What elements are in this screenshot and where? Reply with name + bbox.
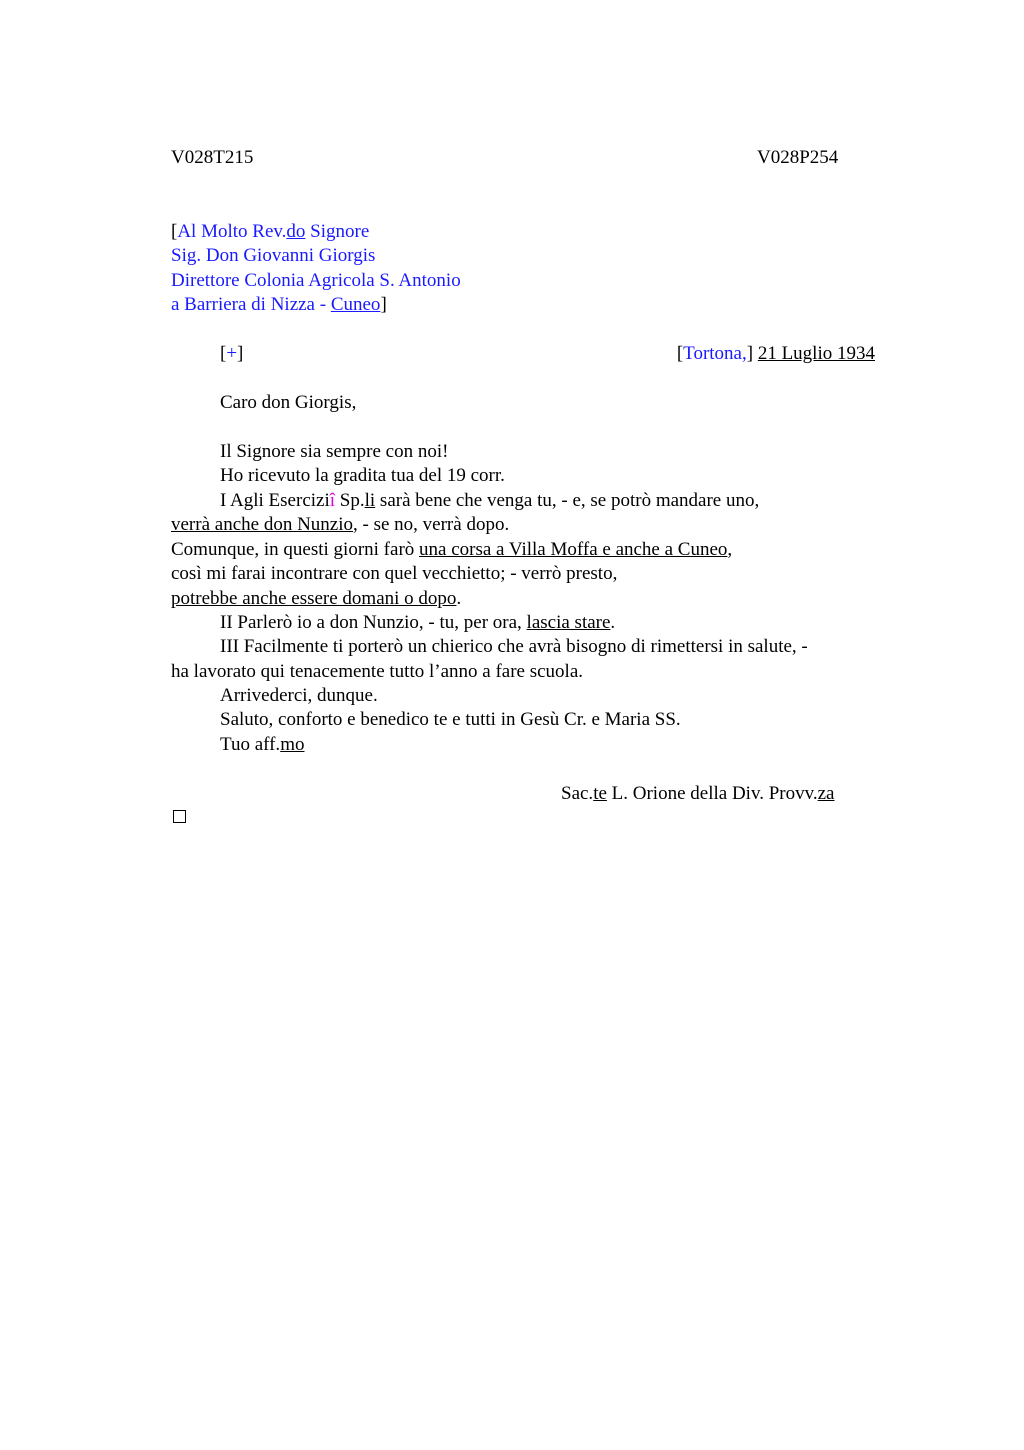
body-line-10: ha lavorato qui tenacemente tutto l’anno a fare scuola. xyxy=(171,661,584,682)
place-date: [Tortona,] 21 Luglio 1934 xyxy=(676,343,875,364)
body-line-12: Saluto, conforto e benedico te e tutti in Gesù Cr. e Maria SS. xyxy=(220,709,681,730)
body-line-11: Arrivederci, dunque. xyxy=(220,685,378,706)
closing: Tuo aff.mo xyxy=(220,734,305,755)
body-line-1: Il Signore sia sempre con noi! xyxy=(220,441,449,462)
signature: Sac.te L. Orione della Div. Provv.za xyxy=(561,783,835,804)
salutation: Caro don Giorgis, xyxy=(220,392,357,413)
body-line-8: II Parlerò io a don Nunzio, - tu, per ora, lascia stare. xyxy=(220,612,616,633)
document-code-left: V028T215 xyxy=(171,147,254,168)
body-line-5: Comunque, in questi giorni farò una corsa a Villa Moffa e anche a Cuneo, xyxy=(171,539,733,560)
address-line-3: Direttore Colonia Agricola S. Antonio xyxy=(171,270,461,291)
body-line-4: verrà anche don Nunzio, - se no, verrà dopo. xyxy=(171,514,510,535)
address-line-4: a Barriera di Nizza - Cuneo] xyxy=(171,294,387,315)
body-line-9: III Facilmente ti porterò un chierico che avrà bisogno di rimettersi in salute, - xyxy=(220,636,808,657)
address-line-1: [Al Molto Rev.do Signore xyxy=(171,221,370,242)
end-box-mark xyxy=(173,810,186,823)
cross-mark: [+] xyxy=(220,343,244,364)
body-line-6: così mi farai incontrare con quel vecchietto; - verrò presto, xyxy=(171,563,618,584)
body-line-2: Ho ricevuto la gradita tua del 19 corr. xyxy=(220,465,505,486)
body-line-7: potrebbe anche essere domani o dopo. xyxy=(171,588,462,609)
body-line-3: I Agli Eserciziî Sp.li sarà bene che venga tu, - e, se potrò mandare uno, xyxy=(220,490,760,511)
document-code-right: V028P254 xyxy=(757,147,839,168)
address-line-2: Sig. Don Giovanni Giorgis xyxy=(171,245,376,266)
